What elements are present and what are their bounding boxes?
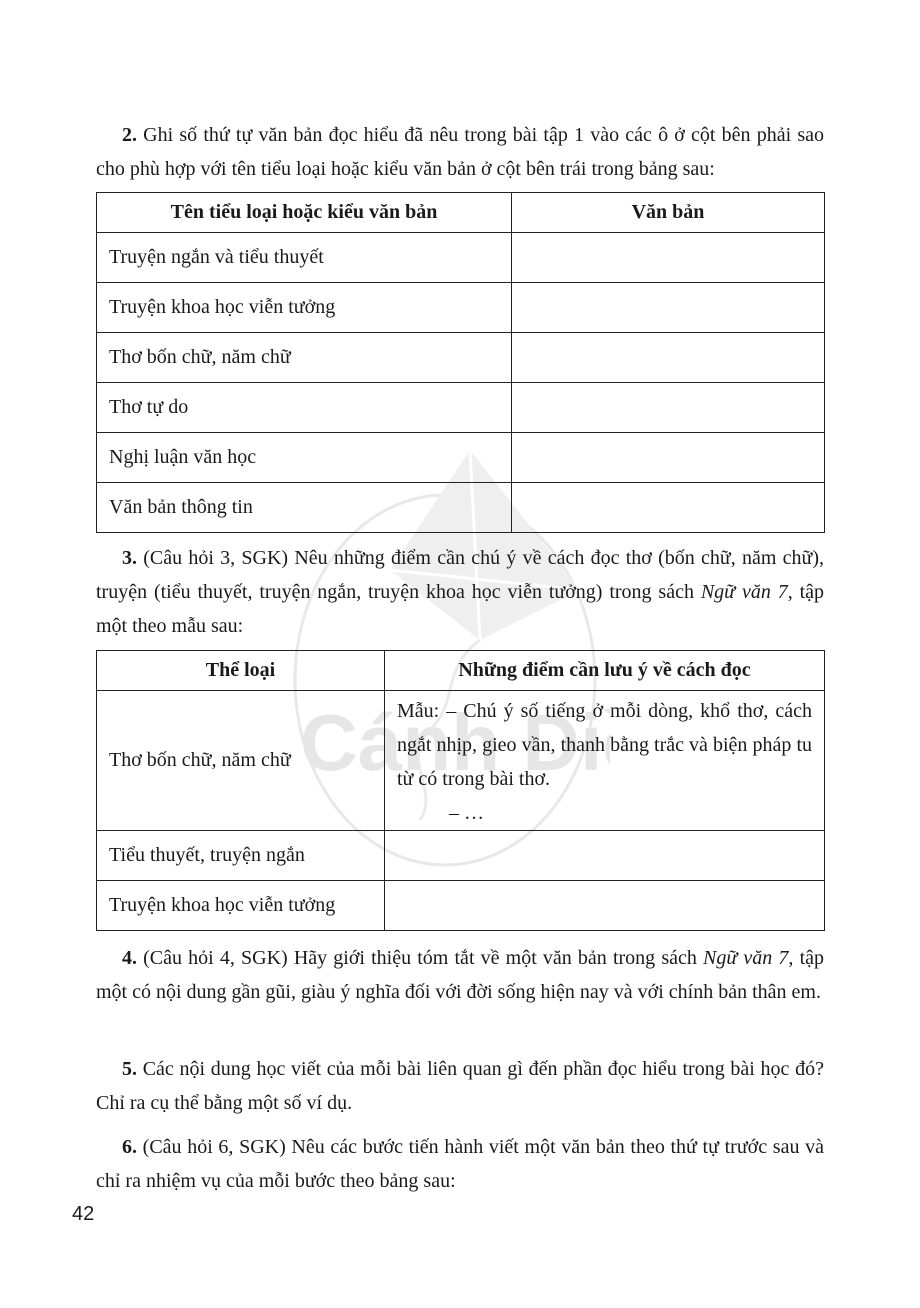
question-4-text: (Câu hỏi 4, SGK) Hãy giới thiệu tóm tắt về một văn bản trong sách xyxy=(137,947,703,969)
row-label: Thơ tự do xyxy=(97,383,512,433)
row-label: Văn bản thông tin xyxy=(97,483,512,533)
table-row xyxy=(97,433,825,483)
page-number: 42 xyxy=(72,1203,95,1225)
column-header-genre: Thể loại xyxy=(97,651,385,691)
question-4 xyxy=(96,941,824,1009)
table-row xyxy=(97,383,825,433)
question-4-number: 4. xyxy=(122,947,137,969)
row-label: Truyện khoa học viễn tưởng xyxy=(97,283,512,333)
table-header-row xyxy=(97,651,825,691)
question-4-book-title: Ngữ văn 7 xyxy=(703,947,789,969)
row-label: Nghị luận văn học xyxy=(97,433,512,483)
question-6-number: 6. xyxy=(122,1136,137,1158)
question-2 xyxy=(96,118,824,186)
question-5-text: Các nội dung học viết của mỗi bài liên quan gì đến phần đọc hiểu trong bài học đó? Chỉ ra cụ thể bằng một số ví dụ. xyxy=(96,1058,824,1114)
text-type-table xyxy=(96,192,825,533)
row-label: Thơ bốn chữ, năm chữ xyxy=(97,691,385,831)
answer-cell[interactable] xyxy=(512,233,825,283)
table-row xyxy=(97,333,825,383)
sample-note-ellipsis: – … xyxy=(449,802,484,824)
question-5-number: 5. xyxy=(122,1058,137,1080)
question-3-book-title: Ngữ văn 7 xyxy=(700,581,788,603)
row-label: Thơ bốn chữ, năm chữ xyxy=(97,333,512,383)
table-row xyxy=(97,483,825,533)
question-6 xyxy=(96,1130,824,1198)
sample-note: Mẫu: – Chú ý số tiếng ở mỗi dòng, khổ thơ, cách ngắt nhịp, gieo vần, thanh bằng trắc và biện pháp tu từ có trong bài thơ. xyxy=(397,700,812,790)
answer-cell[interactable] xyxy=(512,283,825,333)
answer-cell[interactable] xyxy=(385,831,825,881)
question-2-number: 2. xyxy=(122,124,137,146)
column-header-type: Tên tiểu loại hoặc kiểu văn bản xyxy=(97,193,512,233)
reading-notes-table xyxy=(96,650,825,931)
table-header-row xyxy=(97,193,825,233)
column-header-text: Văn bản xyxy=(512,193,825,233)
row-label: Truyện ngắn và tiểu thuyết xyxy=(97,233,512,283)
table-row xyxy=(97,881,825,931)
answer-cell[interactable] xyxy=(512,433,825,483)
question-2-text: Ghi số thứ tự văn bản đọc hiểu đã nêu trong bài tập 1 vào các ô ở cột bên phải sao cho phù hợp với tên tiểu loại hoặc kiểu văn bản ở cột bên trái trong bảng sau: xyxy=(96,124,824,180)
table-row xyxy=(97,283,825,333)
row-label: Truyện khoa học viễn tưởng xyxy=(97,881,385,931)
question-4-text-end: , tập một có nội dung gần gũi, giàu ý nghĩa đối với đời sống hiện nay và với chính bản thân em. xyxy=(96,947,824,1003)
sample-note-cell[interactable] xyxy=(385,691,825,831)
table-row xyxy=(97,691,825,831)
answer-cell[interactable] xyxy=(512,333,825,383)
question-6-text: (Câu hỏi 6, SGK) Nêu các bước tiến hành viết một văn bản theo thứ tự trước sau và chỉ ra nhiệm vụ của mỗi bước theo bảng sau: xyxy=(96,1136,824,1192)
answer-cell[interactable] xyxy=(385,881,825,931)
question-3-text-end: , tập một theo mẫu sau: xyxy=(96,581,825,637)
watermark-text: Cánh Di xyxy=(300,698,603,787)
question-3-text: (Câu hỏi 3, SGK) Nêu những điểm cần chú ý về cách đọc thơ (bốn chữ, năm chữ), truyện (tiểu thuyết, truyện ngắn, truyện khoa học viễn tưởng) trong sách xyxy=(96,547,824,603)
row-label: Tiểu thuyết, truyện ngắn xyxy=(97,831,385,881)
question-5 xyxy=(96,1052,824,1120)
question-3-number: 3. xyxy=(122,547,137,569)
answer-cell[interactable] xyxy=(512,483,825,533)
table-row xyxy=(97,831,825,881)
column-header-notes: Những điểm cần lưu ý về cách đọc xyxy=(385,651,825,691)
answer-cell[interactable] xyxy=(512,383,825,433)
question-3 xyxy=(96,541,824,643)
table-row xyxy=(97,233,825,283)
